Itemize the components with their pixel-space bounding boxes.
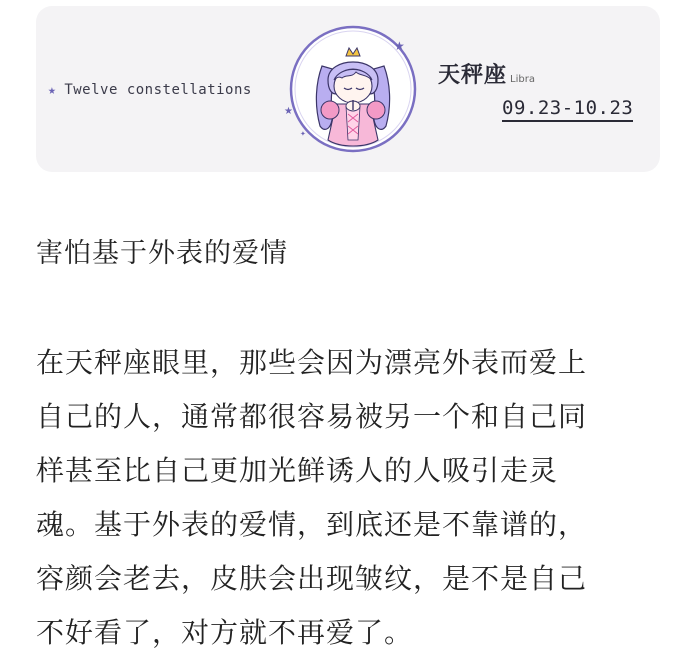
svg-text:✦: ✦ xyxy=(300,130,306,138)
tagline xyxy=(48,82,252,98)
star-icon: ★ xyxy=(48,82,57,98)
constellation-banner xyxy=(36,6,660,172)
avatar xyxy=(286,22,420,156)
svg-text:★: ★ xyxy=(284,106,293,117)
tagline-text: Twelve constellations xyxy=(64,82,252,98)
body-line: 样甚至比自己更加光鲜诱人的人吸引走灵 xyxy=(36,454,559,487)
article-body xyxy=(36,336,656,660)
sign-info xyxy=(438,58,648,122)
libra-girl-illustration xyxy=(286,22,420,156)
svg-text:★: ★ xyxy=(394,39,405,53)
body-line: 不好看了，对方就不再爱了。 xyxy=(36,616,414,649)
body-line: 自己的人，通常都很容易被另一个和自己同 xyxy=(36,400,588,433)
body-line: 魂。基于外表的爱情，到底还是不靠谱的， xyxy=(36,508,588,541)
article-heading: 害怕基于外表的爱情 xyxy=(36,238,288,269)
body-line: 容颜会老去，皮肤会出现皱纹，是不是自己 xyxy=(36,562,588,595)
sign-latin-name: Libra xyxy=(510,74,535,85)
sign-date-range: 09.23-10.23 xyxy=(502,97,633,122)
body-line: 在天秤座眼里，那些会因为漂亮外表而爱上 xyxy=(36,346,588,379)
sign-name: 天秤座 xyxy=(438,63,508,88)
